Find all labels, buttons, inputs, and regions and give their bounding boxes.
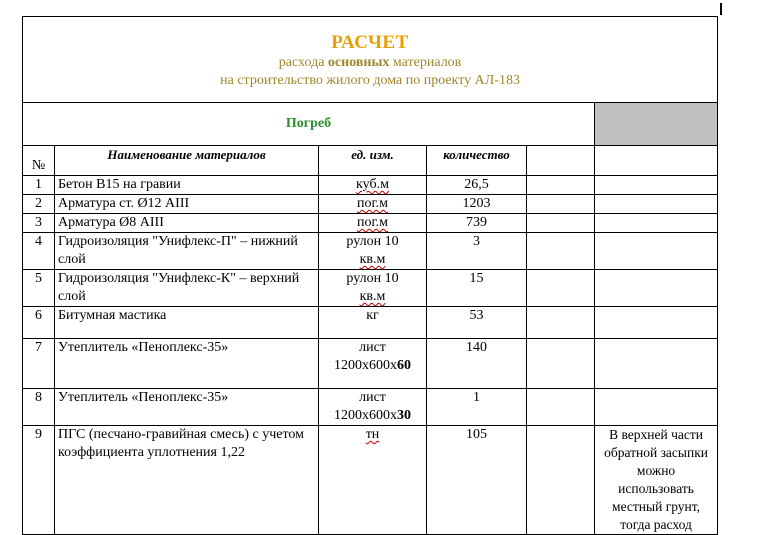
table-row (23, 307, 718, 339)
row-num: 1 (23, 176, 55, 195)
section-title: Погреб (285, 116, 332, 131)
row-unit: пог.м (319, 195, 427, 214)
row-note (595, 233, 718, 270)
table-row (23, 233, 718, 270)
row-qty: 739 (427, 214, 527, 233)
row-name: Утеплитель «Пеноплекс-35» (55, 389, 319, 426)
row-empty (527, 214, 595, 233)
column-header-empty-2 (595, 146, 718, 176)
row-num: 4 (23, 233, 55, 270)
row-unit: лист 1200х600х60 (319, 339, 427, 389)
row-empty (527, 270, 595, 307)
row-num: 2 (23, 195, 55, 214)
row-unit: рулон 10 кв.м (319, 233, 427, 270)
row-num: 6 (23, 307, 55, 339)
row-empty (527, 176, 595, 195)
document-title: РАСЧЕТ (331, 32, 409, 53)
row-note (595, 270, 718, 307)
row-unit: рулон 10 кв.м (319, 270, 427, 307)
document-subtitle: расхода основных материалов (278, 55, 462, 70)
row-note (595, 176, 718, 195)
row-name: Гидроизоляция "Унифлекс-П" – нижний слой (55, 233, 319, 270)
row-note (595, 339, 718, 389)
column-header-qty: количество (427, 146, 527, 176)
row-qty: 1203 (427, 195, 527, 214)
text-cursor (720, 3, 722, 15)
row-note (595, 195, 718, 214)
row-num: 9 (23, 426, 55, 535)
document-subtitle-line2: на строительство жилого дома по проекту АЛ-183 (220, 73, 520, 88)
row-qty: 15 (427, 270, 527, 307)
title-row (23, 17, 718, 103)
row-name: Битумная мастика (55, 307, 319, 339)
row-note (595, 214, 718, 233)
column-header-unit: ед. изм. (319, 146, 427, 176)
column-header-num: № (23, 146, 55, 176)
row-unit: кг (319, 307, 427, 339)
row-num: 8 (23, 389, 55, 426)
section-shaded-cell (595, 103, 718, 146)
row-qty: 26,5 (427, 176, 527, 195)
row-name: Арматура ст. Ø12 АIII (55, 195, 319, 214)
section-cell (23, 103, 595, 146)
row-empty (527, 339, 595, 389)
row-note: В верхней части обратной засыпки можно использовать местный грунт, тогда расход (595, 426, 718, 535)
row-note (595, 389, 718, 426)
row-name: Арматура Ø8 АIII (55, 214, 319, 233)
row-note (595, 307, 718, 339)
materials-table (22, 16, 718, 535)
column-header-empty-1 (527, 146, 595, 176)
row-name: Утеплитель «Пеноплекс-35» (55, 339, 319, 389)
row-num: 7 (23, 339, 55, 389)
table-row (23, 270, 718, 307)
table-row (23, 389, 718, 426)
table-row (23, 195, 718, 214)
row-empty (527, 233, 595, 270)
header-row (23, 146, 718, 176)
row-qty: 140 (427, 339, 527, 389)
table-row (23, 339, 718, 389)
column-header-name: Наименование материалов (55, 146, 319, 176)
table-row (23, 176, 718, 195)
row-qty: 3 (427, 233, 527, 270)
table-row (23, 426, 718, 535)
row-name: Гидроизоляция "Унифлекс-К" – верхний слой (55, 270, 319, 307)
section-row (23, 103, 718, 146)
row-name: Бетон В15 на гравии (55, 176, 319, 195)
row-num: 3 (23, 214, 55, 233)
row-empty (527, 426, 595, 535)
row-qty: 53 (427, 307, 527, 339)
title-cell (23, 17, 718, 103)
row-empty (527, 389, 595, 426)
row-name: ПГС (песчано-гравийная смесь) с учетом коэффициента уплотнения 1,22 (55, 426, 319, 535)
row-unit: куб.м (319, 176, 427, 195)
table-row (23, 214, 718, 233)
row-unit: пог.м (319, 214, 427, 233)
row-unit: тн (319, 426, 427, 535)
row-qty: 105 (427, 426, 527, 535)
row-num: 5 (23, 270, 55, 307)
row-empty (527, 307, 595, 339)
row-unit: лист 1200х600х30 (319, 389, 427, 426)
row-empty (527, 195, 595, 214)
row-qty: 1 (427, 389, 527, 426)
